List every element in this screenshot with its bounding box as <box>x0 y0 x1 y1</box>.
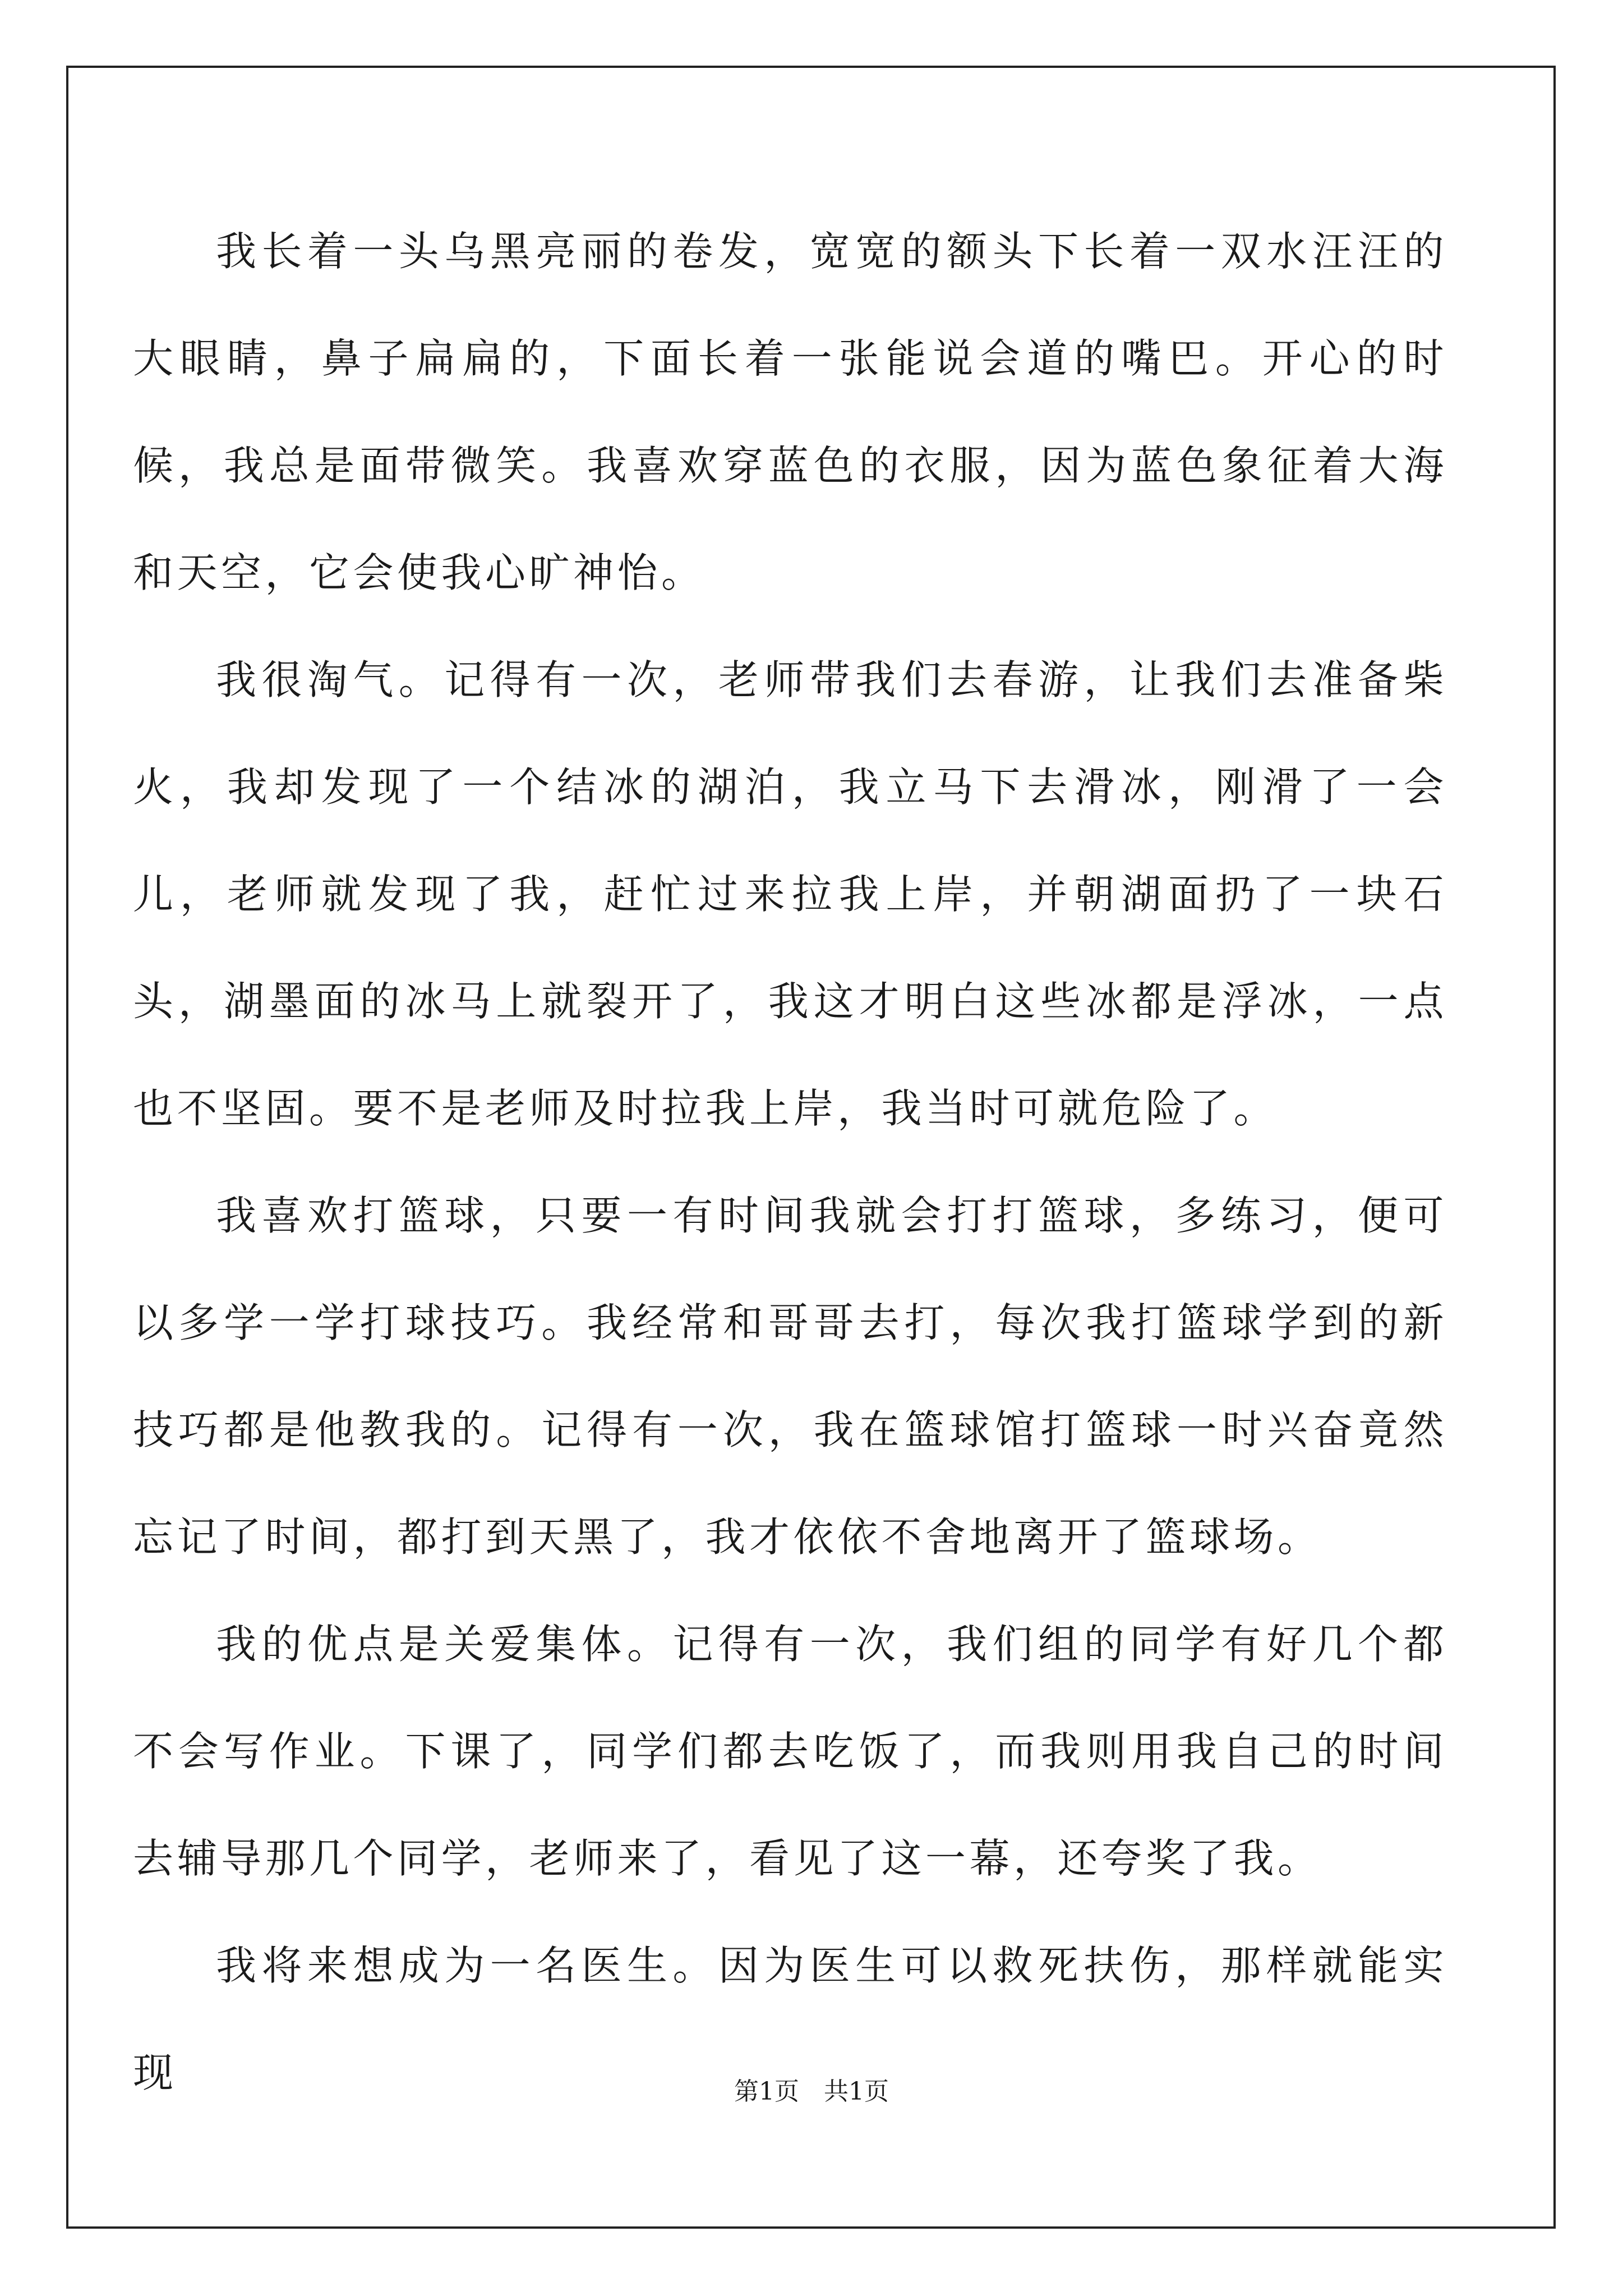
paragraph-1: 我长着一头乌黑亮丽的卷发，宽宽的额头下长着一双水汪汪的大眼睛，鼻子扁扁的，下面长着一张能说会道的嘴巴。开心的时候，我总是面带微笑。我喜欢穿蓝色的衣服，因为蓝色象征着大海和天空，它会使我心旷神怡。 <box>133 228 1447 596</box>
paragraph-3: 我喜欢打篮球，只要一有时间我就会打打篮球，多练习，便可以多学一学打球技巧。我经常和哥哥去打，每次我打篮球学到的新技巧都是他教我的。记得有一次，我在篮球馆打篮球一时兴奋竟然忘记了时间，都打到天黑了，我才依依不舍地离开了篮球场。 <box>133 1192 1447 1561</box>
page-footer: 第1页 共1页 <box>734 2077 889 2106</box>
document-body <box>133 0 1447 2127</box>
paragraph-5: 我将来想成为一名医生。因为医生可以救死扶伤，那样就能实现 <box>133 1942 1447 2096</box>
paragraph-4: 我的优点是关爱集体。记得有一次，我们组的同学有好几个都不会写作业。下课了，同学们都去吃饭了，而我则用我自己的时间去辅导那几个同学，老师来了，看见了这一幕，还夸奖了我。 <box>133 1621 1447 1882</box>
paragraph-2: 我很淘气。记得有一次，老师带我们去春游，让我们去准备柴火，我却发现了一个结冰的湖泊，我立马下去滑冰，刚滑了一会儿，老师就发现了我，赶忙过来拉我上岸，并朝湖面扔了一块石头，湖墨面的冰马上就裂开了，我这才明白这些冰都是浮冰，一点也不坚固。要不是老师及时拉我上岸，我当时可就危险了。 <box>133 656 1447 1132</box>
